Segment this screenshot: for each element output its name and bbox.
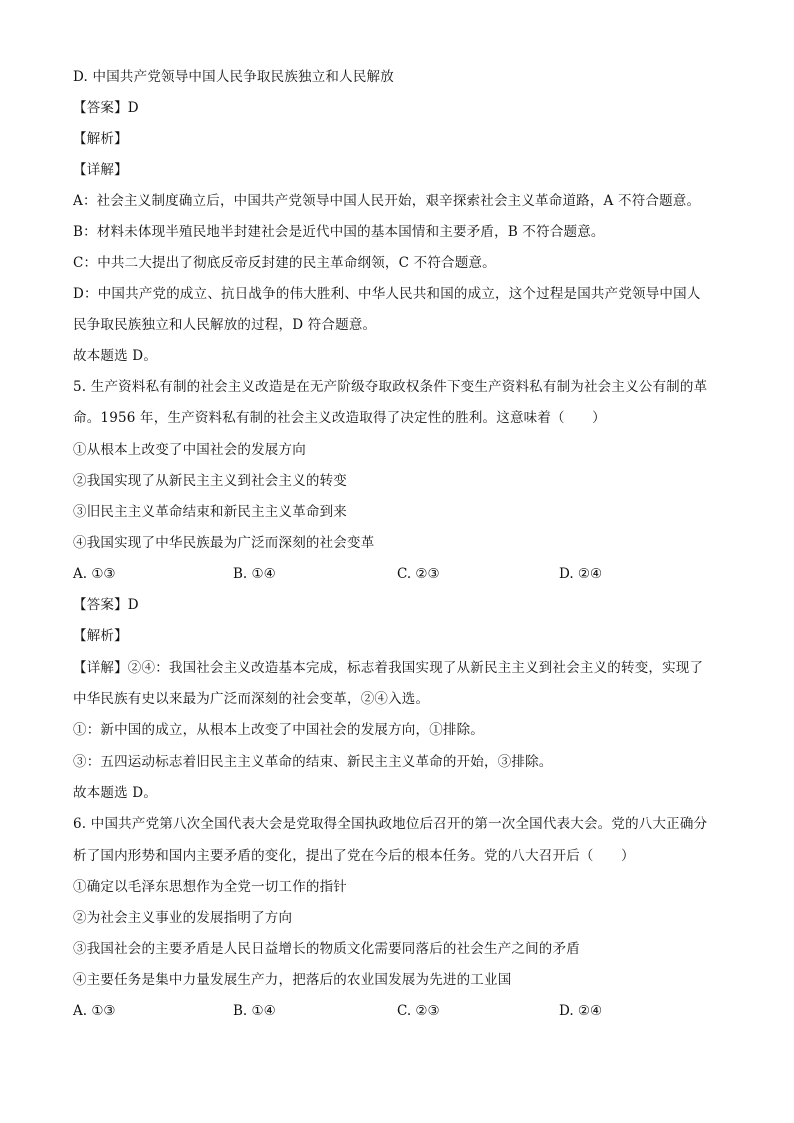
q4-analysis-heading: 【解析】 xyxy=(73,131,128,147)
q5-conclusion: 故本题选 D。 xyxy=(73,785,158,801)
q5-answer: 【答案】D xyxy=(73,597,139,613)
q5-option-d: D. ②④ xyxy=(559,566,603,582)
q4-explanation-b: B：材料未体现半殖民地半封建社会是近代中国的基本国情和主要矛盾，B 不符合题意。 xyxy=(73,224,605,240)
q4-detail-heading: 【详解】 xyxy=(73,162,128,178)
q6-statement-2: ②为社会主义事业的发展指明了方向 xyxy=(73,910,293,926)
q4-explanation-c: C：中共二大提出了彻底反帝反封建的民主革命纲领，C 不符合题意。 xyxy=(73,255,496,271)
q5-stem-line2: 命。1956 年，生产资料私有制的社会主义改造取得了决定性的胜利。这意味着（ ） xyxy=(73,410,606,426)
q6-statement-1: ①确定以毛泽东思想作为全党一切工作的指针 xyxy=(73,879,347,895)
q4-option-d: D. 中国共产党领导中国人民争取民族独立和人民解放 xyxy=(73,69,394,85)
q4-explanation-a: A：社会主义制度确立后，中国共产党领导中国人民开始，艰辛探索社会主义革命道路，A 不符合题意。 xyxy=(73,193,701,209)
q5-option-c: C. ②③ xyxy=(397,566,440,582)
q5-detail-line4: ③：五四运动标志着旧民主主义革命的结束、新民主主义革命的开始，③排除。 xyxy=(73,754,553,770)
q4-conclusion: 故本题选 D。 xyxy=(73,348,158,364)
q4-explanation-d-line1: D：中国共产党的成立、抗日战争的伟大胜利、中华人民共和国的成立，这个过程是国共产党领导中国人 xyxy=(73,286,701,302)
q5-detail-line2: 中华民族有史以来最为广泛而深刻的社会变革，②④入选。 xyxy=(73,691,430,707)
q5-stem-line1: 5. 生产资料私有制的社会主义改造是在无产阶级夺取政权条件下变生产资料私有制为社会主义公有制的革 xyxy=(73,379,708,395)
q6-option-a: A. ①③ xyxy=(73,1003,116,1019)
q6-option-d: D. ②④ xyxy=(559,1003,603,1019)
q6-statement-3: ③我国社会的主要矛盾是人民日益增长的物质文化需要同落后的社会生产之间的矛盾 xyxy=(73,941,580,957)
q4-explanation-d-line2: 民争取民族独立和人民解放的过程，D 符合题意。 xyxy=(73,317,377,333)
q5-statement-4: ④我国实现了中华民族最为广泛而深刻的社会变革 xyxy=(73,535,375,551)
q5-analysis-heading: 【解析】 xyxy=(73,628,128,644)
q5-option-b: B. ①④ xyxy=(233,566,276,582)
q5-statement-1: ①从根本上改变了中国社会的发展方向 xyxy=(73,442,306,458)
q6-stem-line2: 析了国内形势和国内主要矛盾的变化，提出了党在今后的根本任务。党的八大召开后（ ） xyxy=(73,848,635,864)
q5-statement-3: ③旧民主主义革命结束和新民主主义革命到来 xyxy=(73,504,347,520)
q5-option-a: A. ①③ xyxy=(73,566,116,582)
q6-option-c: C. ②③ xyxy=(397,1003,440,1019)
q6-option-b: B. ①④ xyxy=(233,1003,276,1019)
q5-detail-line3: ①：新中国的成立，从根本上改变了中国社会的发展方向，①排除。 xyxy=(73,722,484,738)
q6-options xyxy=(73,1001,733,1021)
q6-statement-4: ④主要任务是集中力量发展生产力，把落后的农业国发展为先进的工业国 xyxy=(73,972,512,988)
q4-answer: 【答案】D xyxy=(73,100,139,116)
q5-detail-line1: 【详解】②④：我国社会主义改造基本完成，标志着我国实现了从新民主主义到社会主义的转变，实现了 xyxy=(73,660,704,676)
q5-statement-2: ②我国实现了从新民主主义到社会主义的转变 xyxy=(73,473,347,489)
q6-stem-line1: 6. 中国共产党第八次全国代表大会是党取得全国执政地位后召开的第一次全国代表大会。党的八大正确分 xyxy=(73,816,708,832)
q5-options xyxy=(73,564,733,584)
